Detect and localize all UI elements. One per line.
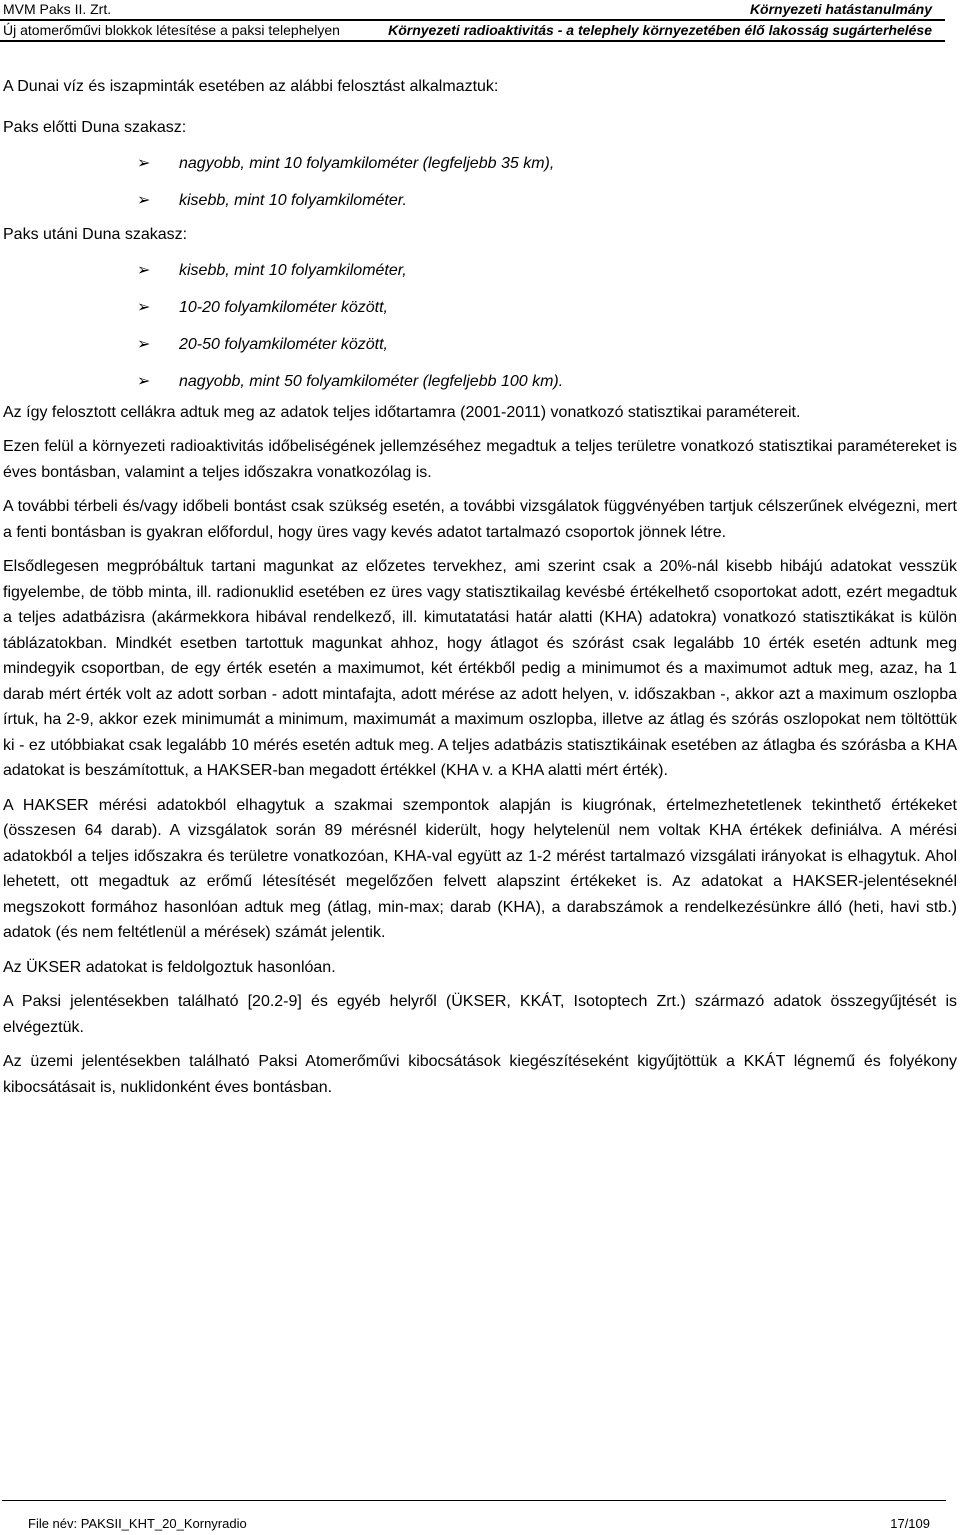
page-footer: [0, 1500, 960, 1535]
list-item: ➢ 10-20 folyamkilométer között,: [179, 289, 957, 326]
section-title-downstream: Paks utáni Duna szakasz:: [3, 226, 188, 243]
footer-divider: [2, 1500, 946, 1501]
header-document-type: Környezeti hatástanulmány: [749, 1, 932, 17]
arrow-bullet-icon: ➢: [137, 298, 151, 316]
paragraph: A Paksi jelentésekben található [20.2-9] és egyéb helyről (ÜKSER, KKÁT, Isotoptech Zrt.) származó adatok összegyűjtését is elvégeztük.: [3, 993, 957, 1036]
list-item: ➢ 20-50 folyamkilométer között,: [179, 326, 957, 363]
list-item: ➢ nagyobb, mint 50 folyamkilométer (legfeljebb 100 km).: [179, 363, 957, 400]
arrow-bullet-icon: ➢: [137, 335, 151, 353]
header-company: MVM Paks II. Zrt.: [3, 1, 112, 17]
footer-page-number: 17/109: [890, 1516, 930, 1531]
paragraph: Ezen felül a környezeti radioaktivitás időbeliségének jellemzéséhez megadtuk a teljes területre vonatkozó statisztikai paramétereket is éves bontásban, valamint a teljes időszakra vonatkozólag is.: [3, 438, 957, 481]
paragraph: A további térbeli és/vagy időbeli bontást csak szükség esetén, a további vizsgálatok függvényében tartjuk célszerűnek elvégezni, mert a fenti bontásban is gyakran előfordul, hogy üres vagy kevés adatot tartalmazó csoportok jönnek létre.: [3, 498, 957, 541]
footer-file-name: File név: PAKSII_KHT_20_Kornyradio: [28, 1516, 247, 1531]
arrow-bullet-icon: ➢: [137, 192, 151, 209]
list-item: ➢ kisebb, mint 10 folyamkilométer,: [179, 252, 957, 289]
section-title-upstream: Paks előtti Duna szakasz:: [3, 118, 187, 136]
header-project: Új atomerőművi blokkok létesítése a paksi telephelyen: [3, 22, 340, 38]
page-header: [0, 0, 960, 42]
arrow-bullet-icon: ➢: [137, 261, 151, 279]
paragraph: Az üzemi jelentésekben található Paksi Atomerőművi kibocsátások kiegészítéseként kigyűjtöttük a KKÁT légnemű és folyékony kibocsátásait is, nuklidonként éves bontásban.: [3, 1053, 957, 1096]
paragraph: Az ÜKSER adatokat is feldolgoztuk hasonlóan.: [3, 958, 336, 976]
header-chapter: Környezeti radioaktivitás - a telephely környezetében élő lakosság sugárterhelése: [388, 22, 932, 38]
list-item: ➢ nagyobb, mint 10 folyamkilométer (legfeljebb 35 km),: [179, 145, 957, 182]
header-divider-bottom: [0, 40, 945, 42]
arrow-bullet-icon: ➢: [137, 155, 151, 172]
paragraph: Az így felosztott cellákra adtuk meg az adatok teljes időtartamra (2001-2011) vonatkozó statisztikai paramétereit.: [3, 403, 801, 421]
intro-paragraph: A Dunai víz és iszapminták esetében az alábbi felosztást alkalmaztuk:: [3, 78, 499, 95]
list-item: ➢ kisebb, mint 10 folyamkilométer.: [179, 182, 957, 219]
document-body: [3, 74, 957, 1100]
paragraph: Elsődlegesen megpróbáltuk tartani magunkat az előzetes tervekhez, ami szerint csak a 20%-nál kisebb hibájú adatokat vesszük figyelembe, de több minta, ill. radionuklid esetében ez üres vagy statisztikailag kevésbé értékelhető csoportokat adott, ezért megadtuk a teljes adatbázisra (akármekkora hibával rendelkező, ill. kimutatatási határ alatti (KHA) adatokra) vonatkozó statisztikákat is külön táblázatokban. Mindkét esetben tartottuk magunkat ahhoz, hogy átlagot és szórást csak legalább 10 érték esetén adtunk meg mindegyik csoportban, de egy érték esetén a maximumot, két értékből pedig a minimumot és a maximumot adtuk meg, azaz, ha 1 darab mért érték volt az adott sorban - adott mintafajta, adott mérése az adott helyen, v. időszakban -, akkor azt a maximum oszlopba írtuk, ha 2-9, akkor ezek minimumát a minimum, maximumát a maximum oszlopba, illetve az átlag és szórás oszlopokat nem töltöttük ki - ez utóbbiakat csak legalább 10 mérés esetén adtuk meg. A teljes adatbázis statisztikáinak esetében az átlagba és szórásba a KHA adatokat is beszámítottuk, a HAKSER-ban megadott értékkel (KHA v. a KHA alatti mért érték).: [3, 558, 957, 779]
arrow-bullet-icon: ➢: [137, 372, 151, 390]
paragraph: A HAKSER mérési adatokból elhagytuk a szakmai szempontok alapján is kiugrónak, értelmezhetetlenek tekinthető értékeket (összesen 64 darab). A vizsgálatok során 89 mérésnél kiderült, hogy helytelenül nem voltak KHA értékek definiálva. A mérési adatokból a teljes időszakra és területre vonatkozóan, KHA-val együtt az 1-2 mérést tartalmazó vizsgálati irányokat is elhagytuk. Ahol lehetett, ott megadtuk az erőmű létesítését megelőzően felvett alapszint értékeket is. Az adatokat a HAKSER-jelentéseknél megszokott formához hasonlóan adtuk meg (átlag, min-max; darab (KHA), a darabszámok a rendelkezésünkre álló (heti, havi stb.) adatok (és nem feltétlenül a mérések) számát jelentik.: [3, 796, 957, 941]
